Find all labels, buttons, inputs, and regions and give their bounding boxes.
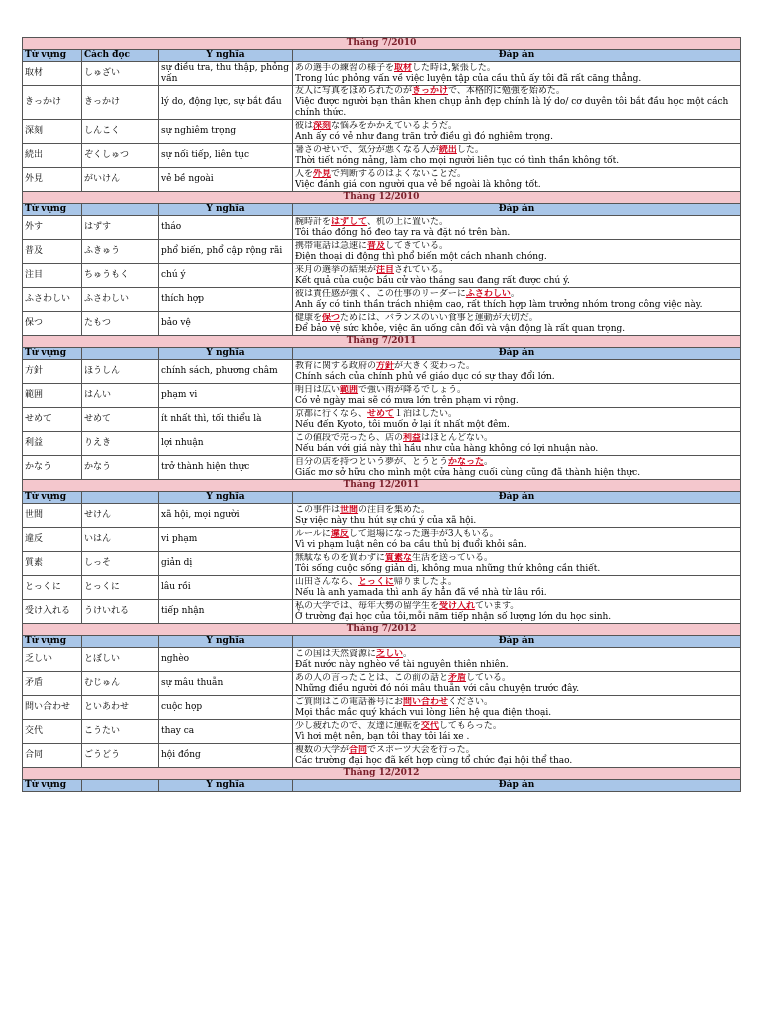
column-header-row xyxy=(23,492,741,504)
column-header-reading xyxy=(82,492,159,504)
vocab-answer xyxy=(293,696,741,720)
vocab-answer xyxy=(293,144,741,168)
vocab-answer xyxy=(293,744,741,768)
vocab-word: 外見 xyxy=(23,168,82,192)
vocab-row xyxy=(23,456,741,480)
vocab-word: 取材 xyxy=(23,62,82,86)
example-japanese-highlight: 世間 xyxy=(340,504,359,515)
example-vietnamese: Những điều người đó nói mâu thuẫn với câu chuyện trước đây. xyxy=(295,683,580,694)
example-vietnamese: Kết quả của cuộc bầu cử vào tháng sau đang rất được chú ý. xyxy=(295,275,570,286)
month-title: Tháng 7/2011 xyxy=(23,336,741,348)
example-japanese-before: 無駄なものを買わずに xyxy=(295,552,386,563)
example-vietnamese: Tôi tháo đồng hồ đeo tay ra và đặt nó trên bàn. xyxy=(295,227,511,238)
vocab-answer xyxy=(293,120,741,144)
vocab-row xyxy=(23,240,741,264)
example-japanese xyxy=(295,63,738,74)
example-japanese-highlight: 問い合わせ xyxy=(403,696,449,707)
vocab-reading: ふさわしい xyxy=(82,288,159,312)
vocab-word: とっくに xyxy=(23,576,82,600)
example-japanese xyxy=(295,289,738,300)
column-header-word: Từ vựng xyxy=(23,50,82,62)
vocab-row xyxy=(23,144,741,168)
example-japanese-after: ください。 xyxy=(448,696,494,707)
example-japanese-before: 健康を xyxy=(295,312,323,323)
vocab-reading: ちゅうもく xyxy=(82,264,159,288)
column-header-reading xyxy=(82,204,159,216)
vocab-word: 利益 xyxy=(23,432,82,456)
vocab-reading: こうたい xyxy=(82,720,159,744)
vocab-answer xyxy=(293,408,741,432)
vocab-word: せめて xyxy=(23,408,82,432)
vocab-answer xyxy=(293,600,741,624)
vocab-answer xyxy=(293,240,741,264)
vocab-reading: せめて xyxy=(82,408,159,432)
vocab-answer xyxy=(293,672,741,696)
example-japanese xyxy=(295,601,738,612)
example-vietnamese: Việc được người bạn thân khen chụp ảnh đẹp chính là lý do/ cơ duyên tôi bắt đầu học một cách chính thức. xyxy=(295,97,729,118)
column-header-meaning: Ý nghĩa xyxy=(159,50,293,62)
example-vietnamese: Sự việc này thu hút sự chú ý của xã hội. xyxy=(295,515,477,526)
vocab-meaning: vi phạm xyxy=(159,528,293,552)
example-japanese-after: はほとんどない。 xyxy=(421,432,494,443)
example-japanese-highlight: とっくに xyxy=(358,576,394,587)
vocab-row xyxy=(23,120,741,144)
month-header-row xyxy=(23,192,741,204)
example-vietnamese: Nếu đến Kyoto, tôi muốn ở lại ít nhất một đêm. xyxy=(295,419,510,430)
example-vietnamese: Việc đánh giá con người qua vẻ bề ngoài là không tốt. xyxy=(295,179,541,190)
example-japanese-highlight: 質素な xyxy=(385,552,413,563)
vocab-reading: といあわせ xyxy=(82,696,159,720)
vocab-meaning: nghèo xyxy=(159,648,293,672)
column-header-answer: Đáp án xyxy=(293,780,741,792)
vocab-meaning: sự mâu thuẫn xyxy=(159,672,293,696)
month-title: Tháng 7/2012 xyxy=(23,624,741,636)
vocab-answer xyxy=(293,720,741,744)
vocab-word: 問い合わせ xyxy=(23,696,82,720)
example-japanese-after: してきている。 xyxy=(385,240,449,251)
vocab-row xyxy=(23,408,741,432)
example-japanese xyxy=(295,409,738,420)
vocab-meaning: thay ca xyxy=(159,720,293,744)
example-vietnamese: Tôi sống cuộc sống giản dị, không mua những thứ không cần thiết. xyxy=(295,563,601,574)
example-japanese-after: している。 xyxy=(466,672,512,683)
example-vietnamese: Anh ấy có vẻ như đang trăn trở điều gì đó nghiêm trọng. xyxy=(295,131,554,142)
example-japanese xyxy=(295,529,738,540)
vocab-answer xyxy=(293,312,741,336)
vocab-meaning: bảo vệ xyxy=(159,312,293,336)
example-japanese-after: で、本格的に勉強を始めた。 xyxy=(448,86,565,96)
vocab-reading: りえき xyxy=(82,432,159,456)
vocab-reading: しっそ xyxy=(82,552,159,576)
vocab-meaning: phổ biến, phổ cập rộng rãi xyxy=(159,240,293,264)
example-japanese-highlight: 普及 xyxy=(367,240,386,251)
vocab-reading: はずす xyxy=(82,216,159,240)
vocabulary-table xyxy=(22,37,741,792)
vocab-row xyxy=(23,264,741,288)
vocab-answer xyxy=(293,504,741,528)
example-japanese-before: 人を xyxy=(295,168,314,179)
example-japanese-after: １泊はしたい。 xyxy=(394,408,458,419)
example-japanese-before: 複数の大学が xyxy=(295,744,350,755)
column-header-meaning: Ý nghĩa xyxy=(159,780,293,792)
example-japanese-before: 彼は責任感が強く、この仕事のリーダーに xyxy=(295,288,466,299)
vocab-word: 深刻 xyxy=(23,120,82,144)
example-japanese-highlight: 違反 xyxy=(330,528,349,539)
vocab-meaning: lý do, động lực, sự bắt đầu xyxy=(159,86,293,120)
vocab-row xyxy=(23,312,741,336)
vocab-word: 普及 xyxy=(23,240,82,264)
column-header-reading xyxy=(82,780,159,792)
example-japanese-highlight: 範囲 xyxy=(340,384,359,395)
vocab-word: ふさわしい xyxy=(23,288,82,312)
vocab-answer xyxy=(293,552,741,576)
vocab-word: 続出 xyxy=(23,144,82,168)
example-japanese xyxy=(295,649,738,660)
vocab-answer xyxy=(293,648,741,672)
example-japanese-before: 私の大学では、毎年大勢の留学生を xyxy=(295,600,440,611)
vocab-reading: しんこく xyxy=(82,120,159,144)
column-header-word: Từ vựng xyxy=(23,348,82,360)
example-japanese-highlight: かなった xyxy=(448,456,485,467)
month-header-row xyxy=(23,336,741,348)
example-japanese xyxy=(295,673,738,684)
vocab-reading: せけん xyxy=(82,504,159,528)
example-japanese-before: 教育に関する政府の xyxy=(295,360,377,371)
example-japanese-before: あの選手の練習の様子を xyxy=(295,62,395,73)
column-header-answer: Đáp án xyxy=(293,204,741,216)
vocab-word: 範囲 xyxy=(23,384,82,408)
example-japanese-before: 明日は広い xyxy=(295,384,341,395)
vocab-reading: むじゅん xyxy=(82,672,159,696)
example-japanese-after: ためには、バランスのいい食事と運動が大切だ。 xyxy=(340,312,538,323)
example-vietnamese: Các trường đại học đã kết hợp cùng tổ chức đại hội thể thao. xyxy=(295,755,573,766)
vocab-meaning: hội đồng xyxy=(159,744,293,768)
vocab-meaning: lâu rồi xyxy=(159,576,293,600)
example-japanese-before: 京都に行くなら、 xyxy=(295,408,368,419)
vocab-row xyxy=(23,528,741,552)
vocab-reading: かなう xyxy=(82,456,159,480)
example-japanese-before: 山田さんなら、 xyxy=(295,576,359,587)
example-japanese xyxy=(295,385,738,396)
example-japanese-after: で判断するのはよくないことだ。 xyxy=(331,168,467,179)
example-vietnamese: Vì hơi mệt nên, bạn tôi thay tôi lái xe . xyxy=(295,731,470,742)
month-header-row xyxy=(23,768,741,780)
column-header-row xyxy=(23,50,741,62)
column-header-row xyxy=(23,204,741,216)
month-title: Tháng 12/2011 xyxy=(23,480,741,492)
column-header-meaning: Ý nghĩa xyxy=(159,492,293,504)
example-japanese-before: 友人に写真をほめられたのが xyxy=(295,86,413,96)
example-vietnamese: Trong lúc phỏng vấn về việc luyện tập của cầu thủ ấy tôi đã rất căng thẳng. xyxy=(295,73,642,84)
example-japanese-after: されている。 xyxy=(394,264,449,275)
example-japanese xyxy=(295,217,738,228)
column-header-word: Từ vựng xyxy=(23,492,82,504)
vocab-answer xyxy=(293,432,741,456)
column-header-answer: Đáp án xyxy=(293,492,741,504)
example-japanese-before: 腕時計を xyxy=(295,216,332,227)
vocab-word: 質素 xyxy=(23,552,82,576)
vocab-row xyxy=(23,432,741,456)
vocab-meaning: xã hội, mọi người xyxy=(159,504,293,528)
example-japanese-highlight: せめて xyxy=(367,408,395,419)
example-japanese xyxy=(295,313,738,324)
vocab-reading: いはん xyxy=(82,528,159,552)
vocab-meaning: ít nhất thì, tối thiểu là xyxy=(159,408,293,432)
vocab-reading: ほうしん xyxy=(82,360,159,384)
month-header-row xyxy=(23,480,741,492)
example-japanese-highlight: 合同 xyxy=(349,744,368,755)
vocab-reading: がいけん xyxy=(82,168,159,192)
vocab-answer xyxy=(293,360,741,384)
example-japanese xyxy=(295,433,738,444)
example-japanese-after: してもらった。 xyxy=(438,720,502,731)
example-japanese-highlight: はずして xyxy=(331,216,368,227)
vocab-word: 注目 xyxy=(23,264,82,288)
vocab-word: 保つ xyxy=(23,312,82,336)
vocab-row xyxy=(23,600,741,624)
vocab-word: 乏しい xyxy=(23,648,82,672)
vocabulary-table-body xyxy=(23,38,741,792)
vocab-row xyxy=(23,648,741,672)
example-japanese xyxy=(295,697,738,708)
vocab-meaning: vẻ bề ngoài xyxy=(159,168,293,192)
column-header-row xyxy=(23,348,741,360)
vocab-row xyxy=(23,576,741,600)
example-japanese-before: あの人の言ったことは、この前の話と xyxy=(295,672,449,683)
example-japanese-highlight: 乏しい xyxy=(376,648,404,659)
vocab-row xyxy=(23,168,741,192)
vocab-row xyxy=(23,696,741,720)
example-vietnamese: Điện thoại di động thì phổ biến một cách nhanh chóng. xyxy=(295,251,547,262)
vocab-answer xyxy=(293,216,741,240)
vocab-word: 世間 xyxy=(23,504,82,528)
vocab-word: 受け入れる xyxy=(23,600,82,624)
month-header-row xyxy=(23,624,741,636)
example-japanese xyxy=(295,745,738,756)
example-japanese-after: 生活を送っている。 xyxy=(412,552,494,563)
vocab-row xyxy=(23,62,741,86)
example-japanese xyxy=(295,577,738,588)
column-header-row xyxy=(23,780,741,792)
vocab-meaning: chính sách, phương châm xyxy=(159,360,293,384)
column-header-meaning: Ý nghĩa xyxy=(159,636,293,648)
column-header-answer: Đáp án xyxy=(293,348,741,360)
vocab-meaning: chú ý xyxy=(159,264,293,288)
vocab-word: きっかけ xyxy=(23,86,82,120)
example-japanese-before: ご質問はこの電話番号にお xyxy=(295,696,404,707)
vocab-meaning: trở thành hiện thực xyxy=(159,456,293,480)
example-vietnamese: Mọi thắc mắc quý khách vui lòng liên hệ qua điện thoại. xyxy=(295,707,552,718)
example-vietnamese: Nếu bán với giá này thì hầu như của hàng không có lợi nhuận nào. xyxy=(295,443,599,454)
vocab-row xyxy=(23,86,741,120)
example-japanese-highlight: きっかけ xyxy=(412,86,449,96)
example-japanese-before: この国は天然資源に xyxy=(295,648,377,659)
example-japanese-highlight: 外見 xyxy=(313,168,332,179)
example-japanese-highlight: 深刻 xyxy=(313,120,332,131)
example-vietnamese: Đất nước này nghèo về tài nguyên thiên nhiên. xyxy=(295,659,509,670)
vocab-word: 交代 xyxy=(23,720,82,744)
column-header-row xyxy=(23,636,741,648)
vocab-meaning: sự nối tiếp, liên tục xyxy=(159,144,293,168)
example-japanese xyxy=(295,721,738,732)
example-japanese xyxy=(295,86,738,97)
example-japanese-after: が大きく変わった。 xyxy=(394,360,475,371)
example-japanese-before: 彼は xyxy=(295,120,314,131)
vocab-answer xyxy=(293,86,741,120)
column-header-word: Từ vựng xyxy=(23,636,82,648)
example-japanese-after: 。 xyxy=(403,648,413,659)
vocab-meaning: tháo xyxy=(159,216,293,240)
example-japanese-highlight: 方針 xyxy=(376,360,395,371)
example-vietnamese: Ở trường đại học của tôi,mỗi năm tiếp nhận số lượng lớn du học sinh. xyxy=(295,611,612,622)
example-japanese-highlight: 利益 xyxy=(403,432,422,443)
column-header-word: Từ vựng xyxy=(23,780,82,792)
vocab-answer xyxy=(293,288,741,312)
example-japanese xyxy=(295,457,738,468)
vocab-row xyxy=(23,360,741,384)
example-vietnamese: Giấc mơ sở hữu cho mình một cửa hàng cuối cùng cũng đã thành hiện thực. xyxy=(295,467,641,478)
example-japanese xyxy=(295,505,738,516)
example-japanese-highlight: 注目 xyxy=(376,264,395,275)
example-japanese-before: この事件は xyxy=(295,504,341,515)
vocab-word: 矛盾 xyxy=(23,672,82,696)
example-japanese xyxy=(295,361,738,372)
example-japanese-before: 自分の店を持つという夢が、とうとう xyxy=(295,456,449,467)
vocab-reading: しゅざい xyxy=(82,62,159,86)
example-japanese xyxy=(295,265,738,276)
column-header-reading xyxy=(82,348,159,360)
vocab-reading: うけいれる xyxy=(82,600,159,624)
example-japanese-highlight: 矛盾 xyxy=(448,672,467,683)
example-japanese-after: した。 xyxy=(456,144,484,155)
vocab-word: かなう xyxy=(23,456,82,480)
vocab-row xyxy=(23,288,741,312)
vocab-answer xyxy=(293,576,741,600)
column-header-reading xyxy=(82,636,159,648)
example-vietnamese: Nếu là anh yamada thì anh ấy hẳn đã về nhà từ lâu rồi. xyxy=(295,587,547,598)
example-japanese-highlight: 交代 xyxy=(420,720,439,731)
vocabulary-sheet xyxy=(22,37,740,792)
example-japanese-before: 携帯電話は急速に xyxy=(295,240,368,251)
column-header-answer: Đáp án xyxy=(293,636,741,648)
example-japanese-after: した時は,緊張した。 xyxy=(412,62,496,73)
month-title: Tháng 7/2010 xyxy=(23,38,741,50)
month-title: Tháng 12/2012 xyxy=(23,768,741,780)
example-japanese-after: 。 xyxy=(510,288,520,299)
vocab-word: 違反 xyxy=(23,528,82,552)
vocab-meaning: sự nghiêm trọng xyxy=(159,120,293,144)
example-japanese-after: 。 xyxy=(484,456,494,467)
example-vietnamese: Có vẻ ngày mai sẽ có mưa lớn trên phạm vi rộng. xyxy=(295,395,519,406)
example-vietnamese: Thời tiết nóng nảng, làm cho mọi người liên tục có tình thần không tốt. xyxy=(295,155,620,166)
example-japanese-highlight: ふさわしい xyxy=(465,288,511,299)
vocab-reading: ぞくしゅつ xyxy=(82,144,159,168)
vocab-row xyxy=(23,720,741,744)
vocab-word: 外す xyxy=(23,216,82,240)
vocab-meaning: thích hợp xyxy=(159,288,293,312)
vocab-meaning: phạm vi xyxy=(159,384,293,408)
example-japanese-after: して退場になった選手が3人もいる。 xyxy=(348,528,499,539)
month-header-row xyxy=(23,38,741,50)
vocab-row xyxy=(23,504,741,528)
column-header-meaning: Ý nghĩa xyxy=(159,204,293,216)
vocab-word: 合同 xyxy=(23,744,82,768)
example-japanese-highlight: 取材 xyxy=(394,62,413,73)
column-header-answer: Đáp án xyxy=(293,50,741,62)
vocab-meaning: sự điều tra, thu thập, phỏng vấn xyxy=(159,62,293,86)
example-japanese-after: 、机の上に置いた。 xyxy=(367,216,449,227)
vocab-meaning: lợi nhuận xyxy=(159,432,293,456)
vocab-answer xyxy=(293,62,741,86)
example-japanese-highlight: 続出 xyxy=(438,144,457,155)
vocab-row xyxy=(23,384,741,408)
example-japanese-highlight: 保つ xyxy=(322,312,341,323)
example-vietnamese: Anh ấy có tinh thần trách nhiệm cao, rất thích hợp làm trưởng nhóm trong công việc này. xyxy=(295,299,703,310)
example-japanese-after: で強い雨が降るでしょう。 xyxy=(358,384,466,395)
vocab-row xyxy=(23,672,741,696)
column-header-meaning: Ý nghĩa xyxy=(159,348,293,360)
example-japanese-after: の注目を集めた。 xyxy=(358,504,431,515)
example-japanese-after: 帰りましたよ。 xyxy=(393,576,457,587)
vocab-row xyxy=(23,744,741,768)
vocab-answer xyxy=(293,264,741,288)
column-header-word: Từ vựng xyxy=(23,204,82,216)
example-japanese xyxy=(295,145,738,156)
example-japanese-highlight: 受け入れ xyxy=(439,600,476,611)
vocab-answer xyxy=(293,528,741,552)
example-japanese-after: ています。 xyxy=(475,600,520,611)
example-japanese xyxy=(295,241,738,252)
example-japanese-before: 来月の選挙の結果が xyxy=(295,264,377,275)
vocab-answer xyxy=(293,168,741,192)
vocab-answer xyxy=(293,456,741,480)
example-vietnamese: Vì vi phạm luật nên có ba cầu thủ bị đuổi khỏi sân. xyxy=(295,539,527,550)
example-vietnamese: Chính sách của chính phủ về giáo dục có sự thay đổi lớn. xyxy=(295,371,555,382)
vocab-reading: とぼしい xyxy=(82,648,159,672)
month-title: Tháng 12/2010 xyxy=(23,192,741,204)
vocab-reading: ふきゅう xyxy=(82,240,159,264)
vocab-reading: はんい xyxy=(82,384,159,408)
vocab-row xyxy=(23,552,741,576)
example-japanese-before: この値段で売ったら、店の xyxy=(295,432,404,443)
example-japanese-after: な悩みをかかえているようだ。 xyxy=(331,120,458,131)
vocab-meaning: giản dị xyxy=(159,552,293,576)
example-japanese xyxy=(295,121,738,132)
column-header-reading: Cách đọc xyxy=(82,50,159,62)
vocab-reading: たもつ xyxy=(82,312,159,336)
vocab-reading: きっかけ xyxy=(82,86,159,120)
vocab-reading: とっくに xyxy=(82,576,159,600)
example-japanese-after: でスポーツ大会を行った。 xyxy=(367,744,475,755)
example-japanese-before: 暑さのせいで、気分が悪くなる人が xyxy=(295,144,439,155)
vocab-word: 方針 xyxy=(23,360,82,384)
example-vietnamese: Để bảo vệ sức khỏe, việc ăn uống cân đối và vận động là rất quan trọng. xyxy=(295,323,626,334)
vocab-row xyxy=(23,216,741,240)
vocab-meaning: tiếp nhận xyxy=(159,600,293,624)
example-japanese-before: ルールに xyxy=(295,528,331,539)
vocab-meaning: cuộc họp xyxy=(159,696,293,720)
example-japanese xyxy=(295,553,738,564)
example-japanese-before: 少し疲れたので、友達に運転を xyxy=(295,720,421,731)
vocab-answer xyxy=(293,384,741,408)
example-japanese xyxy=(295,169,738,180)
vocab-reading: ごうどう xyxy=(82,744,159,768)
